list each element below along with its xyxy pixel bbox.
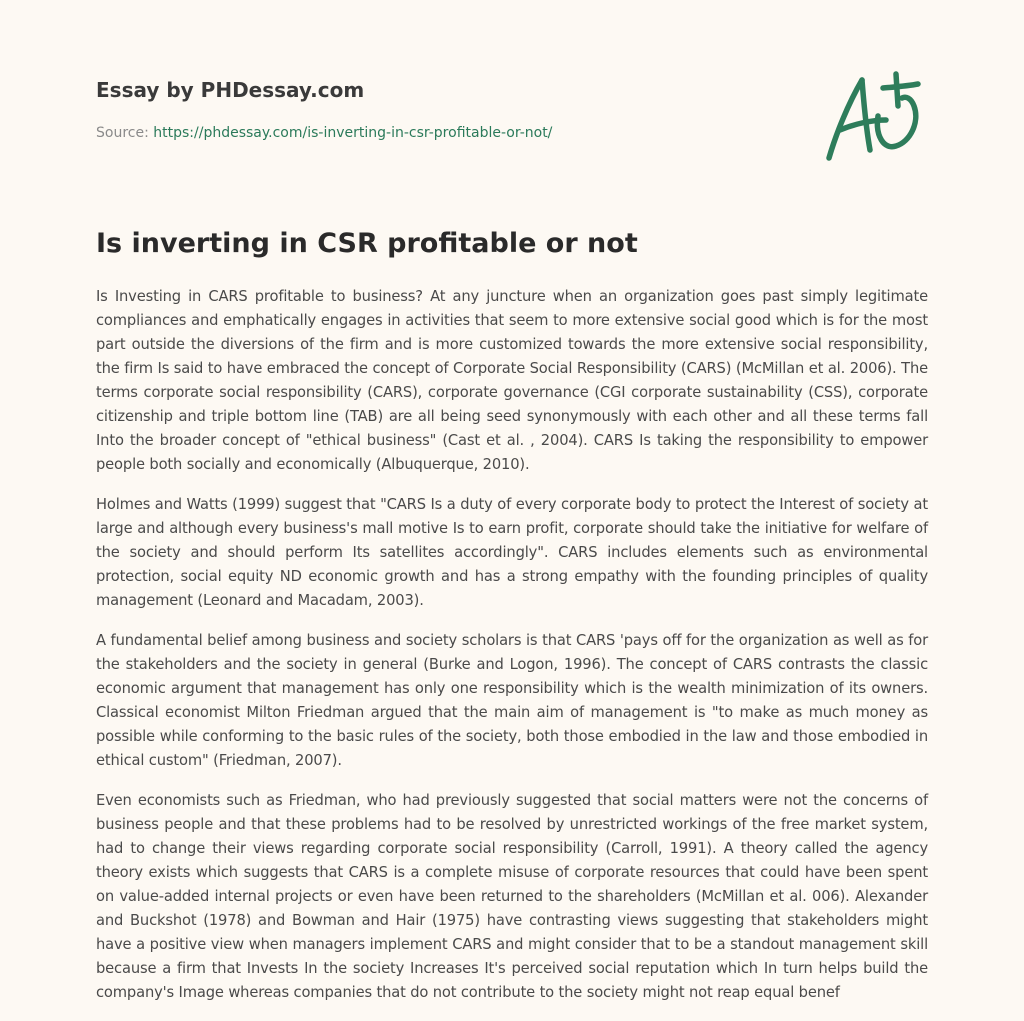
paragraph: Even economists such as Friedman, who had previously suggested that social matters were not the concerns of business people and that these problems had to be resolved by unrestricted workings of the free market system, had to change their views regarding corporate social responsibility (Carroll, 1991). A theory called the agency theory exists which suggests that CARS is a complete misuse of corporate resources that could have been spent on value-added internal projects or even have been returned to the shareholders (McMillan et al. 006). Alexander and Buckshot (1978) and Bowman and Hair (1975) have contrasting views suggesting that stakeholders might have a positive view when managers implement CARS and might consider that to be a standout management skill because a firm that Invests In the society Increases It's perceived social reputation which In turn helps build the company's Image whereas companies that do not contribute to the society might not reap equal benef (96, 792, 928, 1001)
source-link[interactable]: https://phdessay.com/is-inverting-in-csr-profitable-or-not/ (153, 125, 553, 141)
essay-title: Is inverting in CSR profitable or not (96, 228, 638, 259)
source-label: Source: (96, 125, 154, 141)
source-line (96, 123, 796, 143)
paragraph: A fundamental belief among business and society scholars is that CARS 'pays off for the organization as well as for the stakeholders and the society in general (Burke and Logon, 1996). The concept of CARS contrasts the classic economic argument that management has only one responsibility which is the wealth minimization of its owners. Classical economist Milton Friedman argued that the main aim of management is "to make as much money as possible while conforming to the basic rules of the society, both those embodied in the law and those embodied in ethical custom" (Friedman, 2007). (96, 632, 928, 769)
brand-title: Essay by PHDessay.com (96, 78, 365, 102)
a-plus-logo-icon (820, 66, 930, 166)
essay-header (96, 76, 796, 143)
essay-body (96, 285, 928, 1021)
paragraph: Is Investing in CARS profitable to business? At any juncture when an organization goes past simply legitimate compliances and emphatically engages in activities that seem to more extensive social good which is for the most part outside the diversions of the firm and is more customized towards the more extensive social responsibility, the firm Is said to have embraced the concept of Corporate Social Responsibility (CARS) (McMillan et al. 2006). The terms corporate social responsibility (CARS), corporate governance (CGI corporate sustainability (CSS), corporate citizenship and triple bottom line (TAB) are all being seed synonymously with each other and all these terms fall Into the broader concept of "ethical business" (Cast et al. , 2004). CARS Is taking the responsibility to empower people both socially and economically (Albuquerque, 2010). (96, 288, 928, 473)
paragraph: Holmes and Watts (1999) suggest that "CARS Is a duty of every corporate body to protect the Interest of society at large and although every business's mall motive Is to earn profit, corporate should take the initiative for welfare of the society and should perform Its satellites accordingly". CARS includes elements such as environmental protection, social equity ND economic growth and has a strong empathy with the founding principles of quality management (Leonard and Macadam, 2003). (96, 496, 928, 609)
